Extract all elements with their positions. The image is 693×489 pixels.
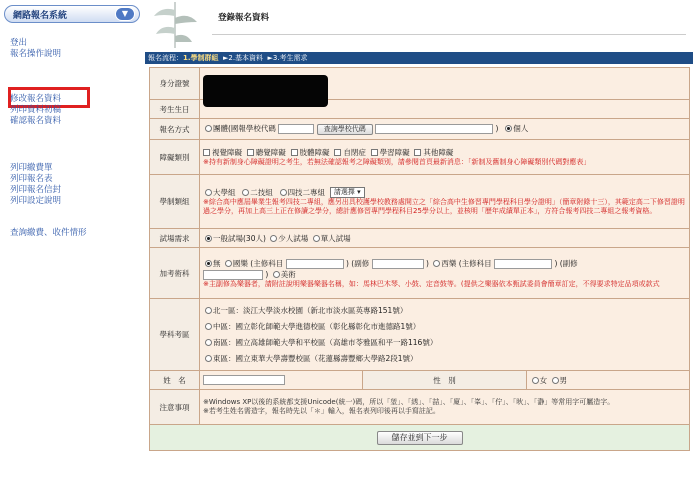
music-none-label: 無 — [213, 258, 221, 268]
nav-group-account — [10, 38, 140, 60]
method-close: ) — [495, 124, 499, 134]
music-western-minor-label: ) (副修 — [554, 258, 578, 268]
sidebar-item-print-settings[interactable]: 列印設定說明 — [10, 196, 62, 206]
radio-music-chinese[interactable] — [225, 260, 232, 267]
music-western-close: ) — [265, 269, 269, 279]
row-program — [150, 175, 690, 229]
program-value — [200, 175, 690, 229]
music-chinese-close: ) — [426, 258, 429, 268]
checkbox-learning[interactable] — [371, 149, 378, 156]
gender-female-label: 女 — [539, 375, 548, 385]
area-value — [200, 299, 690, 371]
music-chinese-minor-label: ) (副修 — [345, 258, 370, 268]
radio-group-apply[interactable] — [205, 125, 212, 132]
disability-label: 障礙類別 — [150, 140, 200, 175]
birth-label: 考生生日 — [150, 100, 200, 119]
method-label: 報名方式 — [150, 119, 200, 140]
music-note: ※主副修為樂器者，請附註說明樂器樂器名稱，如：馬林巴木琴、小鼓、定音鼓等。(提供之樂器依本甄試委員會簡章訂定，不得要求特定品項或款式 — [203, 279, 660, 288]
area-north-label: 北一區：淡江大學淡水校園（新北市淡水區英專路151號） — [213, 305, 408, 315]
exam-single-label: 單人試場 — [320, 233, 351, 243]
disability-visual-label: 視覺障礙 — [212, 148, 242, 157]
music-western-label: 西樂 (主修科目 — [441, 258, 492, 268]
redacted-id — [203, 75, 328, 107]
method-value — [200, 119, 690, 140]
program-two-year-label: 二技組 — [250, 187, 273, 197]
radio-individual[interactable] — [505, 125, 512, 132]
title-divider — [212, 34, 686, 35]
submit-cell — [150, 425, 690, 451]
program-university-label: 大學組 — [213, 187, 236, 197]
sidebar-item-confirm-data[interactable]: 確認報名資料 — [10, 116, 62, 126]
program-select-value: 請選擇 — [333, 188, 355, 197]
process-prefix: 報名流程： — [148, 54, 183, 62]
disability-note: ※持有新制身心障礙證明之考生，若無法確認報考之障礙類別，請參閱首頁最新消息：「新制及舊制身心障礙類別代碼對應表」 — [203, 158, 591, 166]
row-area — [150, 299, 690, 371]
school-code-input[interactable] — [278, 124, 314, 134]
exam-label: 試場需求 — [150, 229, 200, 248]
radio-exam-general[interactable] — [205, 235, 212, 242]
radio-gender-female[interactable] — [532, 377, 539, 384]
sidebar-item-print-bill[interactable]: 列印繳費單 — [10, 163, 53, 173]
radio-gender-male[interactable] — [552, 377, 559, 384]
area-central-label: 中區：國立彰化師範大學進德校區（彰化縣彰化市進德路1號） — [213, 321, 421, 331]
sidebar-item-print-form[interactable]: 列印報名表 — [10, 174, 53, 184]
method-individual-label: 個人 — [513, 124, 529, 134]
western-minor-input[interactable] — [203, 270, 263, 280]
radio-area-central[interactable] — [205, 323, 212, 330]
disability-autism-label: 自閉症 — [343, 148, 366, 157]
sidebar-item-print-envelope[interactable]: 列印報名信封 — [10, 185, 62, 195]
process-step-2: ►2.基本資料 — [222, 54, 264, 62]
area-east-label: 東區：國立東華大學壽豐校區（花蓮縣壽豐鄉大學路2段1號） — [213, 353, 418, 363]
chevron-down-icon: ▾ — [357, 188, 361, 197]
radio-area-east[interactable] — [205, 355, 212, 362]
checkbox-visual[interactable] — [203, 149, 210, 156]
row-submit — [150, 425, 690, 451]
method-group-label: 團體(國報學校代碼 — [213, 124, 276, 134]
area-south-label: 南區：國立高雄師範大學和平校區（高雄市苓雅區和平一路116號） — [213, 337, 438, 347]
row-disability — [150, 140, 690, 175]
notes-value — [200, 390, 690, 425]
system-title: 網路報名系統 — [13, 11, 68, 21]
row-id — [150, 68, 690, 100]
radio-music-western[interactable] — [433, 260, 440, 267]
chevron-down-icon[interactable]: ▼ — [115, 7, 135, 21]
sidebar-item-print-draft[interactable]: 列印資料初稿 — [10, 105, 62, 115]
notes-line-1: ※Windows XP以後的系統都支援Unicode(統一)碼，所以「堃」、「綉」、「喆」、「廈」、「峯」、「佇」、「炚」、「瀞」等常用字可屬造字。 — [203, 398, 615, 406]
music-label: 加考術科 — [150, 248, 200, 299]
process-step-3: ►3.考生需求 — [267, 54, 308, 62]
page-title: 登錄報名資料 — [218, 13, 270, 23]
school-name-input[interactable] — [375, 124, 493, 134]
process-step-current: 1.學制群組 — [183, 54, 219, 62]
program-select[interactable] — [330, 187, 365, 198]
checkbox-other[interactable] — [414, 149, 421, 156]
name-input[interactable] — [203, 375, 285, 385]
sidebar-item-query-status[interactable]: 查詢繳費、收件情形 — [10, 228, 87, 238]
radio-four-year[interactable] — [280, 189, 287, 196]
western-major-input[interactable] — [494, 259, 552, 269]
disability-other-label: 其他障礙 — [423, 148, 454, 157]
sidebar-item-logout[interactable]: 登出 — [10, 38, 28, 48]
disability-value — [200, 140, 690, 175]
checkbox-physical[interactable] — [291, 149, 298, 156]
music-chinese-label: 國樂 (主修科目 — [232, 258, 284, 268]
sidebar — [0, 0, 145, 489]
disability-hearing-label: 聽覺障礙 — [255, 148, 286, 157]
nav-group-print — [10, 163, 140, 207]
radio-music-none[interactable] — [205, 260, 212, 267]
radio-two-year[interactable] — [242, 189, 249, 196]
id-value — [200, 68, 690, 100]
sidebar-item-instructions[interactable]: 報名操作說明 — [10, 49, 62, 59]
radio-exam-single[interactable] — [313, 235, 320, 242]
nav-group-data — [10, 94, 140, 127]
save-next-button[interactable]: 儲存並到下一步 — [377, 431, 463, 445]
program-note: ※綜合高中應屆畢業生報考四技二專組，應另出具校護學校教務處開立之「綜合高中生修習專門學程科目學分證明」（簡章附錄十三），其範定高二下修習證明過之學分，再加上高三上正在修讀之學分，總計應修習專門學程科目25學分以上，並核明「歷年成績單正本」，方符合報考四技二專組之報考資格。 — [203, 198, 685, 216]
row-music — [150, 248, 690, 299]
checkbox-autism[interactable] — [334, 149, 341, 156]
sidebar-item-modify-data[interactable]: 修改報名資料 — [10, 94, 62, 104]
radio-area-north[interactable] — [205, 307, 212, 314]
name-label: 姓 名 — [150, 371, 200, 390]
row-name — [150, 371, 690, 390]
row-method — [150, 119, 690, 140]
exam-general-label: 一般試場(30人) — [213, 233, 266, 243]
gender-value — [526, 371, 689, 390]
gender-male-label: 男 — [559, 375, 568, 385]
exam-small-label: 少人試場 — [278, 233, 309, 243]
row-exam — [150, 229, 690, 248]
system-header[interactable] — [4, 5, 140, 23]
radio-exam-small[interactable] — [270, 235, 277, 242]
music-art-label: 美術 — [280, 269, 296, 279]
radio-university[interactable] — [205, 189, 212, 196]
process-bar — [145, 52, 693, 64]
query-school-code-button[interactable]: 查詢學校代碼 — [317, 124, 373, 135]
radio-music-art[interactable] — [273, 271, 280, 278]
leaf-decoration-icon — [150, 2, 200, 48]
chinese-major-input[interactable] — [286, 259, 344, 269]
notes-label: 注意事項 — [150, 390, 200, 425]
checkbox-hearing[interactable] — [247, 149, 254, 156]
exam-value — [200, 229, 690, 248]
chinese-minor-input[interactable] — [372, 259, 424, 269]
registration-form — [149, 67, 690, 451]
notes-line-2: ※若考生姓名需造字，報名時先以「＊」輸入，報名表列印後再以手寫註記。 — [203, 407, 440, 415]
row-notes — [150, 390, 690, 425]
name-value — [200, 371, 363, 390]
disability-learning-label: 學習障礙 — [379, 148, 410, 157]
radio-area-south[interactable] — [205, 339, 212, 346]
program-four-year-label: 四技二專組 — [287, 187, 326, 197]
nav-group-status — [10, 228, 140, 239]
music-value — [200, 248, 690, 299]
program-label: 學制類組 — [150, 175, 200, 229]
gender-label: 性 別 — [363, 371, 526, 390]
id-label: 身分證號 — [150, 68, 200, 100]
disability-physical-label: 肢體障礙 — [299, 148, 330, 157]
area-label: 學科考區 — [150, 299, 200, 371]
